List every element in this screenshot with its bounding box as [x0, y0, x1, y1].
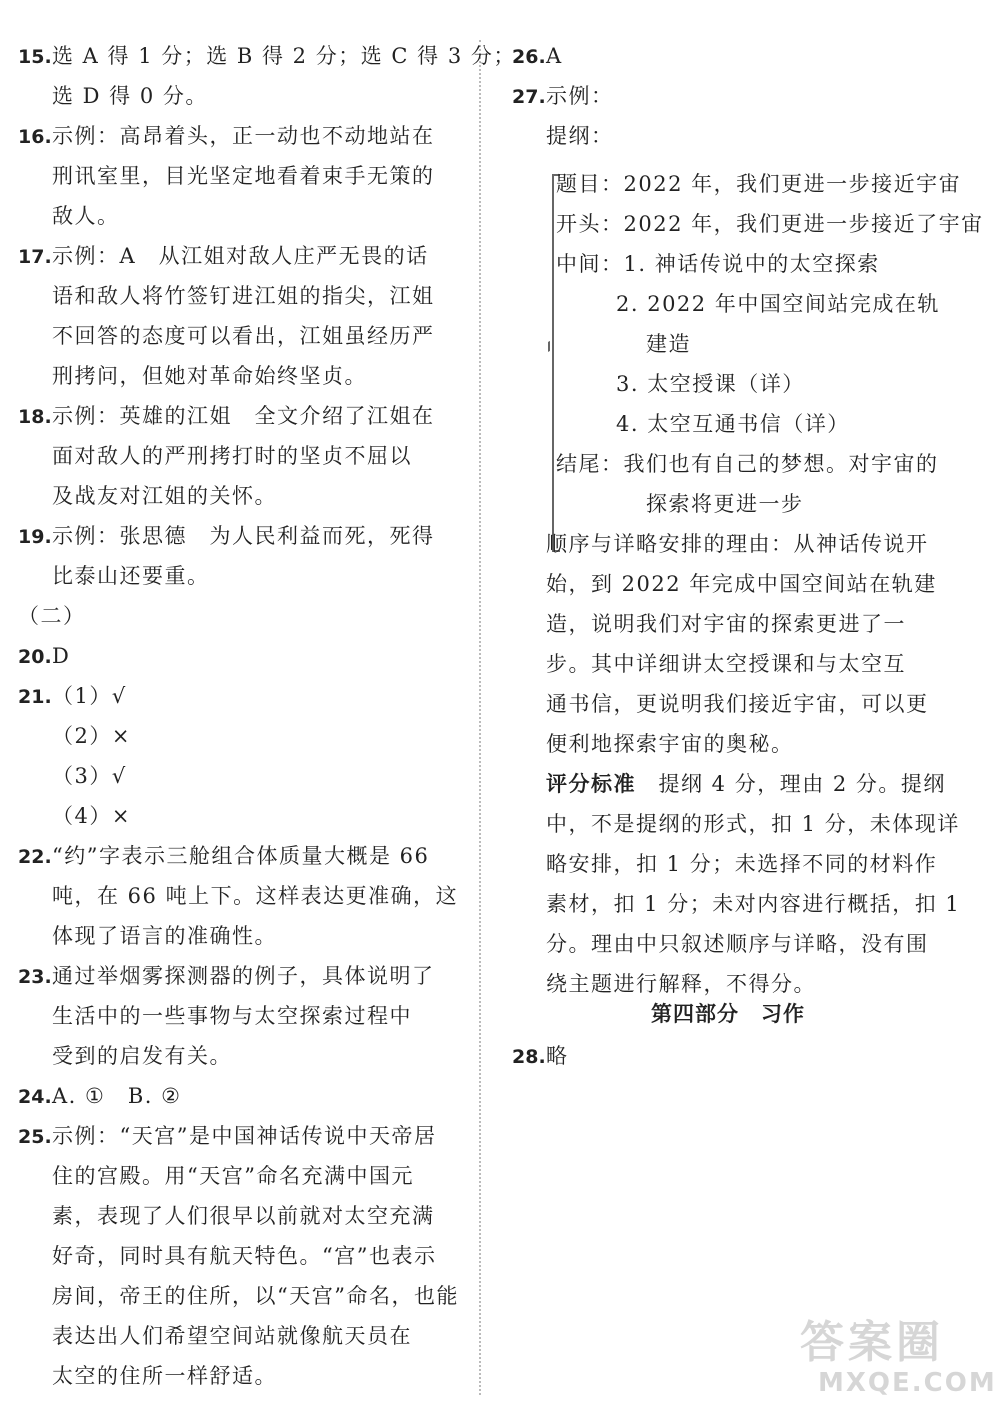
answer-continuation	[18, 884, 458, 908]
question-number: 21.	[18, 686, 52, 708]
answer-continuation	[18, 364, 367, 388]
answer-text: 示例：张思德 为人民利益而死，死得	[52, 524, 435, 548]
outline-item: 建造	[646, 332, 691, 356]
question-number: 20.	[18, 646, 52, 668]
answer-text: 示例：英雄的江姐 全文介绍了江姐在	[52, 404, 435, 428]
answer-continuation	[18, 564, 210, 588]
question-number: 25.	[18, 1126, 52, 1148]
reason-line: 通书信，更说明我们接近宇宙，可以更	[546, 692, 929, 716]
answer-text: 刑讯室里，目光坚定地看着束手无策的	[52, 164, 435, 188]
answer-continuation	[18, 444, 412, 468]
answer-continuation	[18, 1364, 277, 1388]
scoring-line: 素材，扣 1 分；未对内容进行概括，扣 1	[546, 892, 961, 916]
answer-text: 语和敌人将竹签钉进江姐的指尖，江姐	[52, 284, 435, 308]
outline-item: 开头：2022 年，我们更进一步接近了宇宙	[556, 212, 984, 236]
outline-item: 3. 太空授课（详）	[616, 372, 805, 396]
scoring-first-line	[512, 772, 946, 796]
answer-line	[18, 44, 516, 69]
question-number: 24.	[18, 1086, 52, 1108]
answer-text: “约”字表示三舱组合体质量大概是 66	[52, 844, 430, 868]
answer-text: （4）×	[52, 804, 131, 828]
answer-text: 通过举烟雾探测器的例子，具体说明了	[52, 964, 435, 988]
answer-text: 生活中的一些事物与太空探索过程中	[52, 1004, 412, 1028]
outline-item: 题目：2022 年，我们更进一步接近宇宙	[556, 172, 962, 196]
watermark-logo	[800, 1317, 997, 1408]
answer-line	[18, 1124, 436, 1149]
answer-line	[18, 404, 435, 429]
answer-continuation	[18, 484, 277, 508]
answer-line	[18, 124, 435, 149]
answer-line	[18, 684, 127, 709]
answer-text: 吨，在 66 吨上下。这样表达更准确，这	[52, 884, 459, 908]
outline-item: 2. 2022 年中国空间站完成在轨	[616, 292, 940, 316]
answer-continuation	[18, 284, 435, 308]
answer-text: A	[546, 44, 563, 68]
answer-text: 体现了语言的准确性。	[52, 924, 277, 948]
answer-28	[512, 1044, 569, 1069]
answer-text: A. ① B. ②	[52, 1084, 182, 1108]
answer-text: D	[52, 644, 71, 668]
answer-continuation	[18, 924, 277, 948]
answer-text: 示例：高昂着头，正一动也不动地站在	[52, 124, 435, 148]
column-divider	[479, 40, 481, 1395]
answer-text: 受到的启发有关。	[52, 1044, 232, 1068]
answer-continuation	[18, 1204, 435, 1228]
answer-line	[18, 1084, 181, 1109]
answer-text: 太空的住所一样舒适。	[52, 1364, 277, 1388]
answer-line	[18, 964, 435, 989]
question-number: 23.	[18, 966, 52, 988]
answer-text: 选 D 得 0 分。	[52, 84, 208, 108]
question-number: 26.	[512, 46, 546, 68]
outline-item: 中间：1. 神话传说中的太空探索	[556, 252, 880, 276]
outline-item: 4. 太空互通书信（详）	[616, 412, 850, 436]
answer-text: 表达出人们希望空间站就像航天员在	[52, 1324, 412, 1348]
answer-continuation	[18, 724, 131, 748]
outline-label: 提纲：	[546, 124, 614, 148]
answer-continuation	[18, 804, 131, 828]
answer-continuation	[18, 1044, 232, 1068]
reason-line: 便利地探索宇宙的奥秘。	[546, 732, 794, 756]
answer-continuation	[18, 764, 127, 788]
scoring-line: 分。理由中只叙述顺序与详略，没有围	[546, 932, 929, 956]
answer-line	[18, 244, 429, 269]
answer-continuation	[18, 204, 120, 228]
reason-line: 造，说明我们对宇宙的探索更进了一	[546, 612, 906, 636]
outline-item: 结尾：我们也有自己的梦想。对宇宙的	[556, 452, 939, 476]
answer-text: 房间，帝王的住所，以“天宫”命名，也能	[52, 1284, 459, 1308]
answer-line	[18, 644, 70, 669]
answer-text: 敌人。	[52, 204, 120, 228]
answer-text: 比泰山还要重。	[52, 564, 210, 588]
answer-line	[18, 524, 435, 549]
answer-text: （1）√	[52, 684, 127, 708]
answer-text: 选 A 得 1 分；选 B 得 2 分；选 C 得 3 分；	[52, 44, 516, 68]
answer-text: 示例：	[546, 84, 614, 108]
reason-line: 始，到 2022 年完成中国空间站在轨建	[546, 572, 937, 596]
answer-continuation	[18, 1324, 412, 1348]
scoring-text: 提纲 4 分，理由 2 分。提纲	[658, 772, 946, 796]
answer-text: 住的宫殿。用“天宫”命名充满中国元	[52, 1164, 414, 1188]
question-number: 22.	[18, 846, 52, 868]
answer-text: 略	[546, 1044, 569, 1068]
answer-continuation	[18, 604, 86, 628]
answer-text: 示例：A 从江姐对敌人庄严无畏的话	[52, 244, 429, 268]
answer-continuation	[18, 324, 435, 348]
answer-continuation	[18, 1244, 436, 1268]
reason-line: 步。其中详细讲太空授课和与太空互	[546, 652, 906, 676]
answer-26	[512, 44, 563, 69]
answer-text: （2）×	[52, 724, 131, 748]
question-number: 16.	[18, 126, 52, 148]
answer-continuation	[18, 1004, 412, 1028]
scoring-line: 中，不是提纲的形式，扣 1 分，未体现详	[546, 812, 960, 836]
question-number: 27.	[512, 86, 546, 108]
answer-continuation	[18, 1284, 459, 1308]
answer-text: （二）	[18, 604, 86, 628]
answer-text: 好奇，同时具有航天特色。“宫”也表示	[52, 1244, 437, 1268]
answer-text: （3）√	[52, 764, 127, 788]
answer-text: 素，表现了人们很早以前就对太空充满	[52, 1204, 435, 1228]
question-number: 18.	[18, 406, 52, 428]
answer-text: 及战友对江姐的关怀。	[52, 484, 277, 508]
answer-text: 面对敌人的严刑拷打时的坚贞不屈以	[52, 444, 412, 468]
question-number: 28.	[512, 1046, 546, 1068]
outline-item: 探索将更进一步	[646, 492, 804, 516]
scoring-line: 略安排，扣 1 分；未选择不同的材料作	[546, 852, 938, 876]
question-number: 15.	[18, 46, 52, 68]
reason-line: 顺序与详略安排的理由：从神话传说开	[546, 532, 929, 556]
answer-text: 刑拷问，但她对革命始终坚贞。	[52, 364, 367, 388]
answer-continuation	[18, 1164, 414, 1188]
scoring-line: 绕主题进行解释，不得分。	[546, 972, 816, 996]
watermark-line1: 答案圈	[800, 1317, 944, 1368]
answer-line	[18, 844, 429, 869]
question-number: 19.	[18, 526, 52, 548]
answer-continuation	[18, 84, 208, 108]
section-heading: 第四部分 习作	[651, 1002, 805, 1026]
answer-text: 示例：“天宫”是中国神话传说中天帝居	[52, 1124, 437, 1148]
question-number: 17.	[18, 246, 52, 268]
watermark-line2: MXQE.COM	[818, 1368, 997, 1398]
answer-continuation	[18, 164, 435, 188]
answer-text: 不回答的态度可以看出，江姐虽经历严	[52, 324, 435, 348]
answer-27	[512, 84, 614, 109]
scoring-label: 评分标准	[546, 772, 636, 796]
